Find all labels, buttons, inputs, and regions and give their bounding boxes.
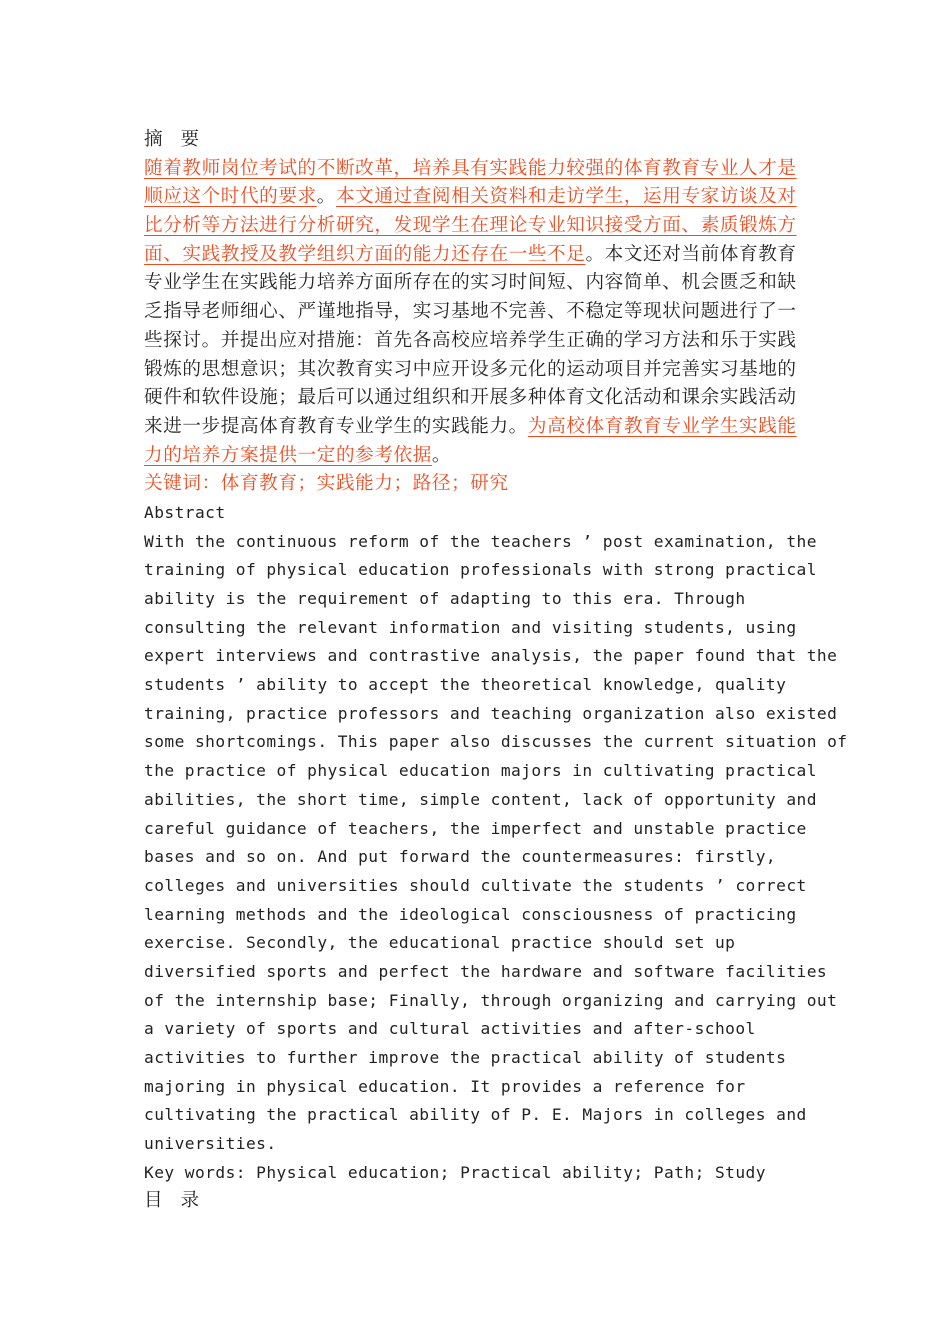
highlighted-text: 随着教师岗位考试的不断改革，培养具有实践能力较强的体育教育专业人才是 — [144, 157, 797, 179]
abstract-en-line: the practice of physical education majors in cultivating practical — [144, 761, 817, 781]
abstract-en-line: abilities, the short time, simple content, lack of opportunity and — [144, 789, 817, 809]
body-text: 些探讨。并提出应对措施：首先各高校应培养学生正确的学习方法和乐于实践 — [144, 329, 797, 351]
document-page — [144, 126, 848, 1216]
toc-heading: 目 录 — [144, 1190, 206, 1212]
abstract-cn-line — [144, 442, 804, 471]
abstract-en-line: exercise. Secondly, the educational practice should set up — [144, 933, 736, 953]
abstract-en-line: bases and so on. And put forward the countermeasures: firstly, — [144, 847, 777, 867]
body-text: 硬件和软件设施；最后可以通过组织和开展多种体育文化活动和课余实践活动 — [144, 387, 797, 409]
abstract-cn-line — [144, 356, 804, 385]
abstract-en-line: With the continuous reform of the teachers ’ post examination, the — [144, 531, 817, 551]
abstract-cn-line — [144, 212, 804, 241]
body-text: 来进一步提高体育教育专业学生的实践能力。 — [144, 415, 528, 437]
abstract-en-line: some shortcomings. This paper also discusses the current situation of — [144, 732, 848, 752]
abstract-en-line: majoring in physical education. It provides a reference for — [144, 1076, 746, 1096]
abstract-en-line: students ’ ability to accept the theoretical knowledge, quality — [144, 675, 787, 695]
body-text: 。 — [316, 186, 336, 208]
abstract-cn-line — [144, 155, 804, 184]
abstract-cn-line — [144, 384, 804, 413]
body-text: 专业学生在实践能力培养方面所存在的实习时间短、内容简单、机会匮乏和缺 — [144, 272, 797, 294]
abstract-en-line: training of physical education professionals with strong practical — [144, 560, 817, 580]
abstract-cn-line — [144, 327, 804, 356]
highlighted-text: 比分析等方法进行分析研究，发现学生在理论专业知识接受方面、素质锻炼方 — [144, 215, 797, 237]
body-text: 锻炼的思想意识；其次教育实习中应开设多元化的运动项目并完善实习基地的 — [144, 358, 797, 380]
body-text: 乏指导老师细心、严谨地指导，实习基地不完善、不稳定等现状问题进行了一 — [144, 301, 797, 323]
abstract-en-line: colleges and universities should cultivate the students ’ correct — [144, 875, 807, 895]
keywords-en: Key words: Physical education; Practical ability; Path; Study — [144, 1162, 766, 1182]
highlighted-text: 为高校体育教育专业学生实践能 — [527, 415, 797, 437]
highlighted-text: 顺应这个时代的要求 — [144, 186, 317, 208]
highlighted-text: 面、实践教授及教学组织方面的能力还存在一些不足 — [144, 243, 586, 265]
abstract-en-line: activities to further improve the practical ability of students — [144, 1048, 787, 1067]
abstract-cn-line — [144, 413, 804, 442]
keywords-cn: 关键词：体育教育；实践能力；路径；研究 — [144, 473, 509, 495]
abstract-cn-heading: 摘 要 — [144, 129, 206, 150]
abstract-en-line: diversified sports and perfect the hardware and software facilities — [144, 961, 828, 981]
abstract-en-heading: Abstract — [144, 502, 226, 522]
abstract-en-line: ability is the requirement of adapting to this era. Through — [144, 589, 746, 608]
highlighted-text: 力的培养方案提供一定的参考依据 — [144, 444, 432, 466]
abstract-en-body — [144, 528, 848, 1159]
abstract-en-line: expert interviews and contrastive analysis, the paper found that the — [144, 646, 838, 666]
abstract-cn-line — [144, 183, 804, 212]
abstract-en-line: cultivating the practical ability of P. E. Majors in colleges and — [144, 1105, 807, 1125]
abstract-en-line: consulting the relevant information and visiting students, using — [144, 617, 797, 637]
abstract-cn-body — [144, 155, 804, 471]
abstract-cn-line — [144, 241, 804, 270]
body-text: 。 — [431, 444, 452, 466]
body-text: 。本文还对当前体育教育 — [585, 243, 797, 265]
highlighted-text: 本文通过查阅相关资料和走访学生，运用专家访谈及对 — [335, 186, 797, 208]
abstract-cn-line — [144, 298, 804, 327]
abstract-en-line: learning methods and the ideological consciousness of practicing — [144, 904, 797, 924]
abstract-cn-line — [144, 269, 804, 298]
abstract-en-line: careful guidance of teachers, the imperfect and unstable practice — [144, 818, 807, 838]
abstract-en-line: universities. — [144, 1134, 277, 1154]
abstract-en-line: training, practice professors and teaching organization also existed — [144, 703, 838, 723]
abstract-en-line: a variety of sports and cultural activities and after-school — [144, 1019, 756, 1039]
abstract-en-line: of the internship base; Finally, through organizing and carrying out — [144, 990, 838, 1010]
